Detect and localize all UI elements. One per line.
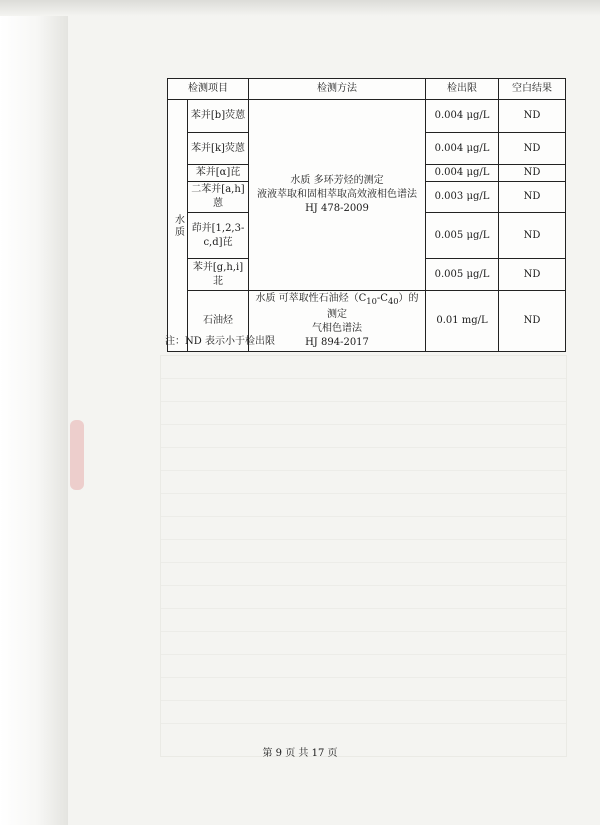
result-cell: ND xyxy=(499,100,566,133)
item-cell: 苯并[α]芘 xyxy=(188,165,249,182)
result-cell: ND xyxy=(499,165,566,182)
header-limit: 检出限 xyxy=(426,79,499,100)
header-item: 检测项目 xyxy=(168,79,249,100)
table-header-row xyxy=(168,79,566,100)
item-cell: 苯并[k]荧蒽 xyxy=(188,133,249,165)
bleed-through-table xyxy=(160,355,567,757)
category-cell: 水质 xyxy=(168,100,188,352)
item-cell: 茚并[1,2,3-c,d]芘 xyxy=(188,213,249,259)
limit-cell: 0.004 μg/L xyxy=(426,100,499,133)
footnote: 注：ND 表示小于检出限 xyxy=(165,336,275,347)
item-cell: 苯并[g,h,i]苝 xyxy=(188,259,249,291)
item-cell: 二苯并[a,h]蒽 xyxy=(188,182,249,213)
result-cell: ND xyxy=(499,259,566,291)
table-row xyxy=(168,100,566,133)
method-cell-pah xyxy=(249,100,426,291)
result-cell: ND xyxy=(499,213,566,259)
red-stamp-mark xyxy=(70,420,84,490)
limit-cell: 0.005 μg/L xyxy=(426,213,499,259)
method-line: 液液萃取和固相萃取高效液相色谱法 xyxy=(257,189,417,200)
method-line: HJ 894-2017 xyxy=(305,337,369,348)
page-edge-shadow xyxy=(0,0,68,825)
limit-cell: 0.003 μg/L xyxy=(426,182,499,213)
result-cell: ND xyxy=(499,133,566,165)
limit-cell: 0.004 μg/L xyxy=(426,133,499,165)
method-line: 水质 可萃取性石油烃$(C_{10}-C_{40})$的测定 xyxy=(255,293,419,320)
method-line: HJ 478-2009 xyxy=(305,203,369,214)
item-cell: 苯并[b]荧蒽 xyxy=(188,100,249,133)
method-line: 气相色谱法 xyxy=(312,323,362,334)
result-cell: ND xyxy=(499,182,566,213)
limit-cell: 0.01 mg/L xyxy=(426,291,499,352)
header-result: 空白结果 xyxy=(499,79,566,100)
method-cell-petro xyxy=(249,291,426,352)
header-method: 检测方法 xyxy=(249,79,426,100)
item-cell: 石油烃 xyxy=(188,291,249,352)
limit-cell: 0.005 μg/L xyxy=(426,259,499,291)
page-top-shadow xyxy=(0,0,600,16)
results-table xyxy=(167,78,566,352)
page-number: 第 9 页 共 17 页 xyxy=(262,748,338,759)
result-cell: ND xyxy=(499,291,566,352)
limit-cell: 0.004 μg/L xyxy=(426,165,499,182)
method-line: 水质 多环芳烃的测定 xyxy=(290,175,384,186)
